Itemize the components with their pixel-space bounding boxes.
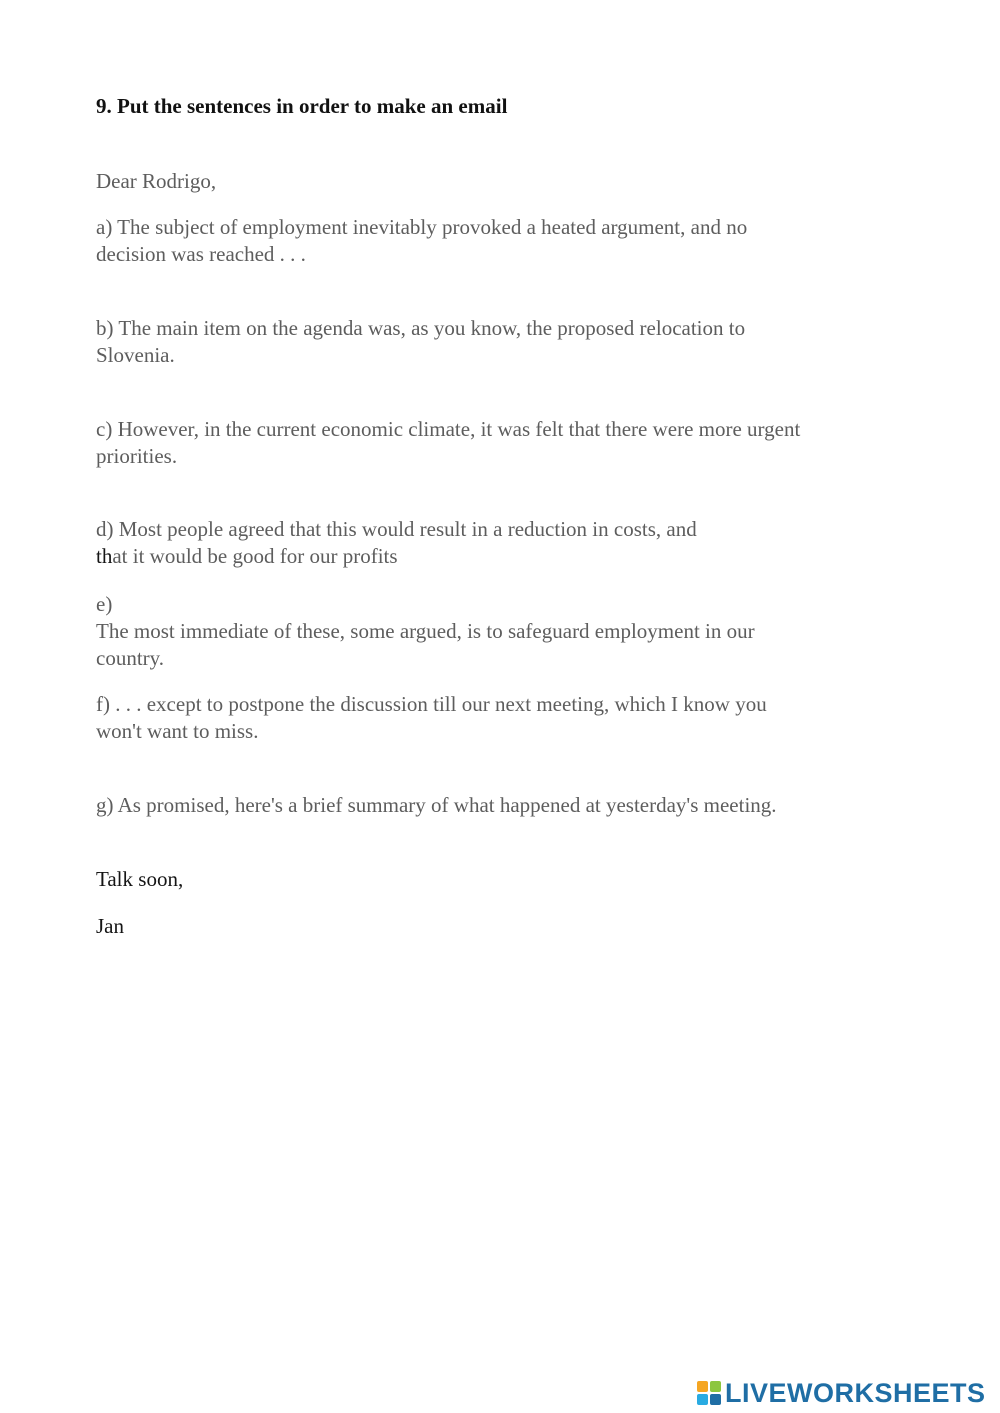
email-closing bbox=[96, 866, 916, 893]
liveworksheets-logo bbox=[697, 1378, 986, 1408]
sentence-a-line-2: decision was reached . . . bbox=[96, 242, 306, 266]
greeting-text: Dear Rodrigo, bbox=[96, 169, 217, 193]
sentence-d-line-2-start: th bbox=[96, 544, 113, 568]
logo-wordmark: LIVEWORKSHEETS bbox=[725, 1377, 986, 1408]
sentence-d-line-1: d) Most people agreed that this would result in a reduction in costs, and bbox=[96, 517, 697, 541]
signature-text: Jan bbox=[96, 914, 124, 938]
sentence-f-line-1: f) . . . except to postpone the discussion till our next meeting, which I know you bbox=[96, 692, 767, 716]
sentence-d-line-2 bbox=[96, 543, 916, 570]
sentence-e-line-1: e) bbox=[96, 592, 113, 616]
logo-square-1 bbox=[697, 1381, 708, 1392]
logo-square-3 bbox=[697, 1394, 708, 1405]
sentence-g bbox=[96, 792, 916, 819]
sentence-d bbox=[96, 516, 916, 570]
sentence-e-line-2: The most immediate of these, some argued, is to safeguard employment in our bbox=[96, 619, 755, 643]
sentence-d-line-2-rest: at it would be good for our profits bbox=[112, 544, 398, 568]
email-greeting bbox=[96, 168, 916, 195]
sentence-e bbox=[96, 591, 916, 672]
sentence-c bbox=[96, 416, 916, 470]
exercise-title: 9. Put the sentences in order to make an email bbox=[96, 94, 508, 118]
sentence-c-line-1: c) However, in the current economic climate, it was felt that there were more urgent bbox=[96, 417, 801, 441]
sentence-f bbox=[96, 691, 916, 745]
sentence-b-line-1: b) The main item on the agenda was, as you know, the proposed relocation to bbox=[96, 316, 746, 340]
liveworksheets-logo-icon bbox=[697, 1381, 721, 1405]
sentence-b bbox=[96, 315, 916, 369]
sentence-a bbox=[96, 214, 916, 268]
sentence-b-line-2: Slovenia. bbox=[96, 343, 175, 367]
logo-square-4 bbox=[710, 1394, 721, 1405]
email-signature bbox=[96, 913, 916, 940]
sentence-c-line-2: priorities. bbox=[96, 444, 178, 468]
sentence-f-line-2: won't want to miss. bbox=[96, 719, 259, 743]
sentence-a-line-1: a) The subject of employment inevitably provoked a heated argument, and no bbox=[96, 215, 748, 239]
logo-square-2 bbox=[710, 1381, 721, 1392]
closing-text: Talk soon, bbox=[96, 867, 184, 891]
sentence-e-line-3: country. bbox=[96, 646, 165, 670]
sentence-g-line-1: g) As promised, here's a brief summary of what happened at yesterday's meeting. bbox=[96, 793, 777, 817]
